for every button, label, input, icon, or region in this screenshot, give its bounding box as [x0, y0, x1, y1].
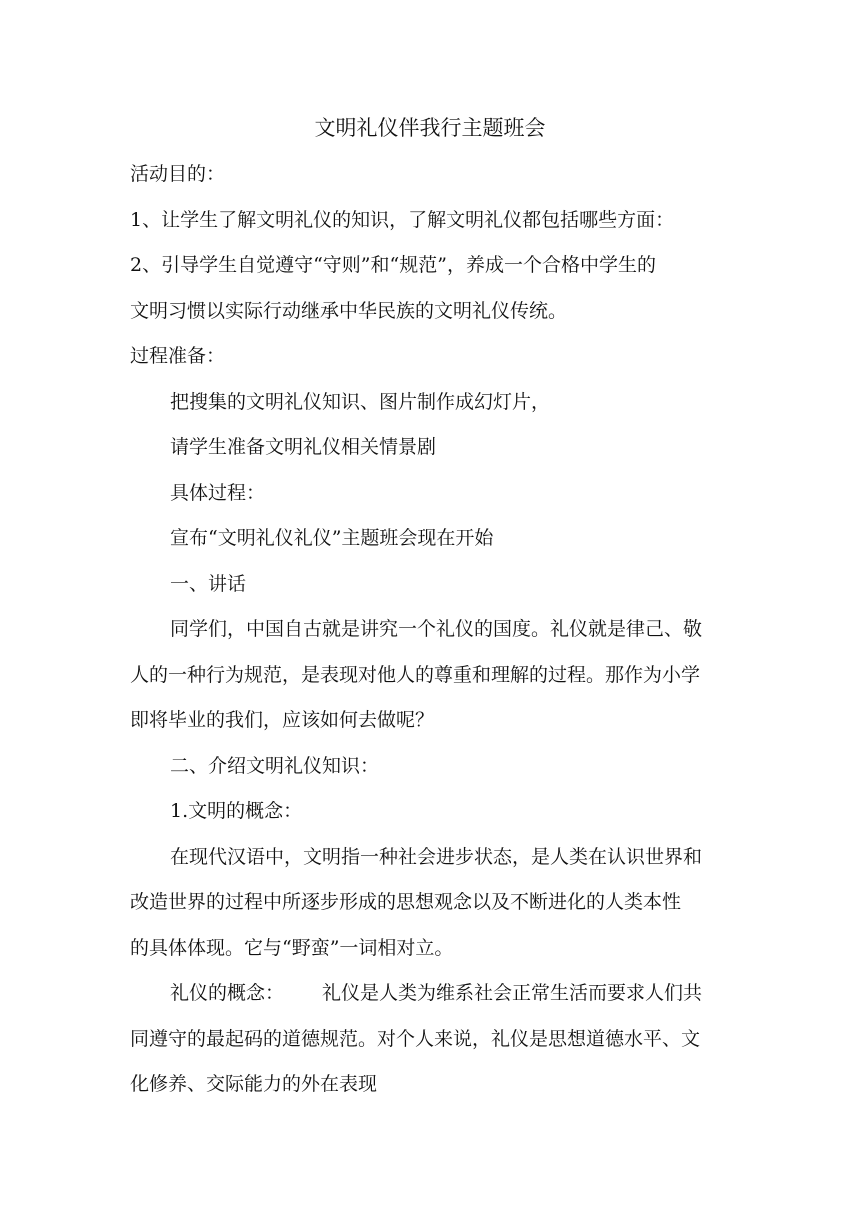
paragraph-line: 2、引导学生自觉遵守“守则”和“规范”，养成一个合格中学生的 — [130, 254, 656, 276]
paragraph-line: 二、介绍文明礼仪知识： — [170, 754, 380, 777]
paragraph-line: 1.文明的概念： — [170, 800, 303, 822]
paragraph-line: 宣布“文明礼仪礼仪”主题班会现在开始 — [170, 527, 494, 549]
etiquette-concept-label: 礼仪的概念： — [170, 982, 285, 1004]
document-body — [130, 152, 730, 1108]
paragraph-line: 文明习惯以实际行动继承中华民族的文明礼仪传统。 — [130, 299, 568, 322]
etiquette-concept-text: 礼仪是人类为维系社会正常生活而要求人们共 — [322, 982, 703, 1004]
paragraph-line-etiquette-concept — [130, 971, 730, 1017]
paragraph-line: 同学们，中国自古就是讲究一个礼仪的国度。礼仪就是律己、敬 — [170, 618, 703, 640]
paragraph-line: 化修养、交际能力的外在表现 — [130, 1073, 378, 1095]
paragraph-line: 过程准备： — [130, 345, 226, 367]
paragraph-line: 一、讲话 — [170, 572, 247, 595]
paragraph-line: 即将毕业的我们，应该如何去做呢？ — [130, 709, 435, 731]
paragraph-line: 在现代汉语中，文明指一种社会进步状态，是人类在认识世界和 — [170, 845, 703, 868]
paragraph-line: 同遵守的最起码的道德规范。对个人来说，礼仪是思想道德水平、文 — [130, 1027, 701, 1050]
paragraph-line: 人的一种行为规范，是表现对他人的尊重和理解的过程。那作为小学 — [130, 663, 701, 686]
paragraph-line: 1、让学生了解文明礼仪的知识，了解文明礼仪都包括哪些方面： — [130, 208, 675, 231]
document-title: 文明礼仪伴我行主题班会 — [314, 116, 546, 140]
paragraph-line: 改造世界的过程中所逐步形成的思想观念以及不断进化的人类本性 — [130, 891, 682, 913]
paragraph-line: 具体过程： — [170, 481, 266, 504]
paragraph-line: 活动目的： — [130, 163, 226, 185]
paragraph-line: 请学生准备文明礼仪相关情景剧 — [170, 436, 437, 458]
paragraph-line: 的具体体现。它与“野蛮”一词相对立。 — [130, 936, 454, 959]
paragraph-line: 把搜集的文明礼仪知识、图片制作成幻灯片， — [170, 390, 551, 413]
